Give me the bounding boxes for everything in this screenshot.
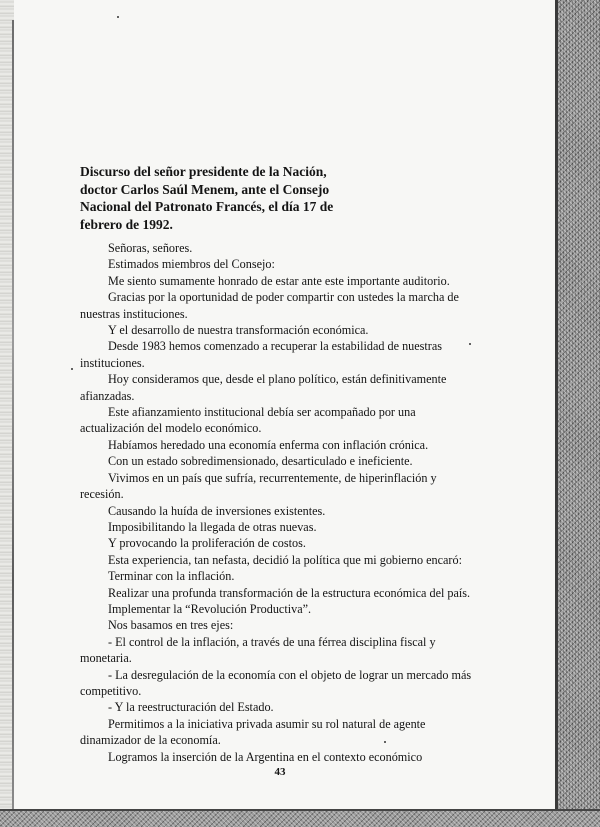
paragraph-line: Con un estado sobredimensionado, desarticulado e ineficiente. [108,454,413,469]
speech-body [80,240,480,765]
paragraph-line: Esta experiencia, tan nefasta, decidió la política que mi gobierno encaró: [108,552,462,567]
title-line: Discurso del señor presidente de la Nación, [80,164,327,179]
page-number: 43 [274,766,286,778]
paragraph [80,749,480,765]
paragraph-line: nuestras instituciones. [80,306,188,321]
paragraph [80,601,480,617]
paragraph-line: Terminar con la inflación. [108,569,235,584]
paragraph-line: Este afianzamiento institucional debía ser acompañado por una [108,405,416,420]
paragraph [80,699,480,715]
paragraph [80,716,480,749]
scan-speck [117,16,119,18]
paragraph [80,322,480,338]
paragraph [80,535,480,551]
paragraph [80,289,480,322]
paragraph [80,568,480,584]
paragraph-line: instituciones. [80,355,145,370]
paragraph-line: Y provocando la proliferación de costos. [108,536,306,551]
scan-edge-right [558,0,600,827]
paragraph-line: Vivimos en un país que sufría, recurrentemente, de hiperinflación y [108,470,437,485]
paragraph-line: Implementar la “Revolución Productiva”. [108,601,312,616]
scan-edge-bottom [0,811,600,827]
paragraph [80,240,480,256]
paragraph-line: monetaria. [80,651,132,666]
paragraph [80,273,480,289]
paragraph-line: Causando la huída de inversiones existentes. [108,503,326,518]
paragraph [80,437,480,453]
paragraph-line: Imposibilitando la llegada de otras nuevas. [108,519,317,534]
paragraph-line: - La desregulación de la economía con el objeto de lograr un mercado más [108,667,472,682]
paragraph-line: Y el desarrollo de nuestra transformación económica. [108,323,369,338]
paragraph [80,453,480,469]
paragraph [80,470,480,503]
paragraph-line: Permitimos a la iniciativa privada asumir su rol natural de agente [108,716,426,731]
paragraph-line: recesión. [80,487,124,502]
paragraph-line: dinamizador de la economía. [80,733,221,748]
paragraph [80,404,480,437]
paragraph [80,667,480,700]
title-line: doctor Carlos Saúl Menem, ante el Consejo [80,181,330,197]
paragraph [80,634,480,667]
paragraph [80,617,480,633]
paragraph-line: competitivo. [80,683,142,698]
paragraph-line: afianzadas. [80,388,135,403]
paragraph-line: Realizar una profunda transformación de la estructura económica del país. [108,585,471,600]
binding-line [12,20,14,820]
paragraph-line: Gracias por la oportunidad de poder compartir con ustedes la marcha de [108,290,459,305]
paragraph [80,338,480,371]
paragraph-line: Nos basamos en tres ejes: [108,618,234,633]
paragraph-line: Estimados miembros del Consejo: [108,257,275,272]
speech-title [80,163,380,233]
paragraph [80,552,480,568]
title-line: febrero de 1992. [80,216,173,232]
paragraph-line: Desde 1983 hemos comenzado a recuperar la estabilidad de nuestras [108,339,443,354]
paragraph-line: Habíamos heredado una economía enferma con inflación crónica. [108,437,429,452]
paragraph [80,371,480,404]
paragraph-line: Hoy consideramos que, desde el plano político, están definitivamente [108,372,447,387]
paragraph [80,519,480,535]
title-line: Nacional del Patronato Francés, el día 17 de [80,199,334,214]
paragraph [80,256,480,272]
paragraph-line: Logramos la inserción de la Argentina en el contexto económico [108,749,423,764]
paragraph-line: actualización del modelo económico. [80,421,262,436]
paragraph [80,585,480,601]
scan-speck [71,368,73,370]
paragraph-line: Señoras, señores. [108,241,193,255]
paragraph [80,503,480,519]
paragraph-line: - Y la reestructuración del Estado. [108,700,274,715]
paragraph-line: Me siento sumamente honrado de estar ante este importante auditorio. [108,273,450,288]
paragraph-line: - El control de la inflación, a través de una férrea disciplina fiscal y [108,634,436,649]
